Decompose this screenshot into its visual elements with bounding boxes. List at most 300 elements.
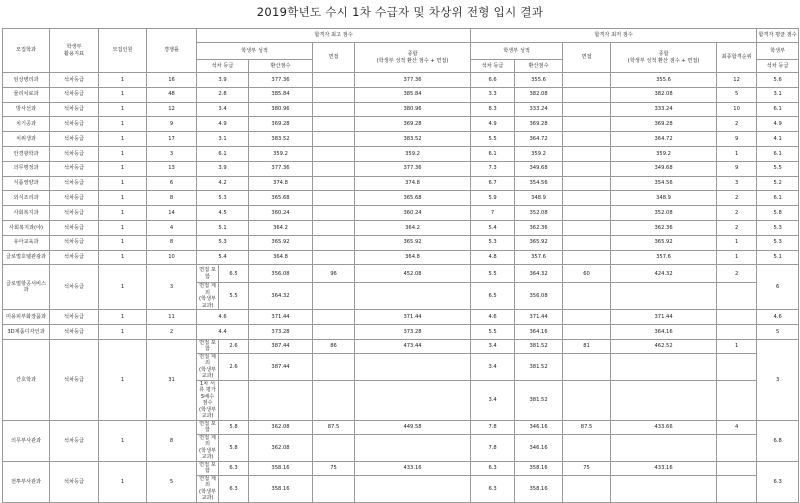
min-converted-cell: 355.6 [515, 73, 563, 88]
table-row [3, 176, 799, 191]
final-rank-cell: 2 [717, 206, 757, 221]
competition-cell: 13 [147, 161, 197, 176]
min-total-cell: 433.16 [611, 461, 717, 475]
quota-cell: 1 [99, 132, 147, 147]
max-grade-cell: 3.4 [197, 102, 249, 117]
dept-cell: 안경광학과 [3, 146, 50, 161]
max-converted-cell: 377.36 [249, 73, 313, 88]
avg-grade-cell: 6.3 [757, 461, 799, 502]
final-rank-cell [717, 434, 757, 461]
avg-grade-cell: 3.1 [757, 87, 799, 102]
max-total-cell: 365.68 [355, 191, 471, 206]
dept-cell: 전투부사관과 [3, 461, 50, 502]
max-grade-cell: 4.5 [197, 206, 249, 221]
competition-cell: 17 [147, 132, 197, 147]
final-rank-cell [717, 310, 757, 325]
max-interview-cell [313, 161, 355, 176]
max-total-cell: 433.16 [355, 461, 471, 475]
competition-cell: 6 [147, 176, 197, 191]
metric-cell: 석차등급 [50, 339, 99, 420]
min-record-score: 학생부 성적 [471, 43, 563, 60]
max-interview-cell [313, 146, 355, 161]
metric-cell: 석차등급 [50, 161, 99, 176]
final-rank-cell: 3 [717, 176, 757, 191]
max-converted-cell: 358.16 [249, 461, 313, 475]
min-interview-cell: 60 [563, 265, 611, 283]
max-interview-cell: 86 [313, 339, 355, 353]
quota-cell: 1 [99, 325, 147, 340]
col-max-group: 합격자 최고 점수 [197, 29, 471, 43]
dept-cell: 물리치료과 [3, 87, 50, 102]
quota-cell: 1 [99, 191, 147, 206]
avg-grade-cell: 3 [757, 339, 799, 420]
competition-cell: 3 [147, 265, 197, 310]
max-grade-cell: 3.1 [197, 132, 249, 147]
max-record-score: 학생부 성적 [197, 43, 313, 60]
max-interview-cell [313, 102, 355, 117]
min-grade-cell: 3.3 [471, 87, 515, 102]
min-total-cell: 424.32 [611, 265, 717, 283]
quota-cell: 1 [99, 220, 147, 235]
competition-cell: 2 [147, 325, 197, 340]
max-interview-cell [313, 310, 355, 325]
table-row [3, 191, 799, 206]
sub-label-cell: 면접 제외 (학생부 교과) [197, 475, 219, 502]
max-grade-cell: 5.8 [219, 420, 249, 434]
min-interview-cell [563, 475, 611, 502]
min-interview-cell [563, 117, 611, 132]
max-interview-cell [313, 176, 355, 191]
quota-cell: 1 [99, 235, 147, 250]
quota-cell: 1 [99, 310, 147, 325]
final-rank-cell: 1 [717, 235, 757, 250]
max-total-cell: 374.8 [355, 176, 471, 191]
min-converted-cell: 358.16 [515, 475, 563, 502]
min-interview-cell [563, 87, 611, 102]
min-interview-cell [563, 102, 611, 117]
min-total-cell: 433.66 [611, 420, 717, 434]
competition-cell: 9 [147, 117, 197, 132]
final-rank-cell: 5 [717, 87, 757, 102]
max-grade-cell: 6.3 [219, 475, 249, 502]
avg-grade-cell: 4.9 [757, 117, 799, 132]
max-grade-cell: 4.4 [197, 325, 249, 340]
min-converted-cell: 371.44 [515, 310, 563, 325]
competition-cell: 10 [147, 250, 197, 265]
table-row [3, 339, 799, 353]
quota-cell: 1 [99, 265, 147, 310]
max-interview-cell [313, 283, 355, 310]
min-interview-cell: 75 [563, 461, 611, 475]
min-converted-cell: 369.28 [515, 117, 563, 132]
dept-cell: 간호학과 [3, 339, 50, 420]
final-rank-cell [717, 353, 757, 380]
max-interview: 면접 [313, 43, 355, 73]
min-grade-cell: 3.4 [471, 353, 515, 380]
metric-cell: 석차등급 [50, 250, 99, 265]
max-interview-cell [313, 380, 355, 420]
min-interview-cell [563, 176, 611, 191]
competition-cell: 8 [147, 420, 197, 461]
max-converted-cell: 364.2 [249, 220, 313, 235]
min-converted-cell: 382.08 [515, 87, 563, 102]
col-record: 학생부 활용지표 [50, 29, 99, 73]
competition-cell: 14 [147, 206, 197, 221]
min-total-cell [611, 283, 717, 310]
min-grade-cell: 6.1 [471, 146, 515, 161]
dept-cell: 사회복지과(야) [3, 220, 50, 235]
final-rank-cell: 2 [717, 191, 757, 206]
min-interview-cell: 81 [563, 339, 611, 353]
min-converted: 환산점수 [515, 60, 563, 73]
min-interview-cell [563, 191, 611, 206]
max-converted-cell: 373.28 [249, 325, 313, 340]
max-converted-cell: 387.44 [249, 339, 313, 353]
max-interview-cell: 87.5 [313, 420, 355, 434]
min-converted-cell: 357.6 [515, 250, 563, 265]
min-interview-cell: 87.5 [563, 420, 611, 434]
min-rank-grade: 석차 등급 [471, 60, 515, 73]
final-rank-cell: 4 [717, 420, 757, 434]
min-converted-cell: 349.68 [515, 161, 563, 176]
max-total-cell [355, 434, 471, 461]
table-row [3, 250, 799, 265]
max-total-cell: 369.28 [355, 117, 471, 132]
competition-cell: 5 [147, 461, 197, 502]
dept-cell: 의무행정과 [3, 161, 50, 176]
metric-cell: 석차등급 [50, 191, 99, 206]
min-interview: 면접 [563, 43, 611, 73]
max-rank-grade: 석차 등급 [197, 60, 249, 73]
max-grade-cell: 2.6 [219, 339, 249, 353]
min-converted-cell: 359.2 [515, 146, 563, 161]
table-row [3, 117, 799, 132]
page-title: 2019학년도 수시 1차 수급자 및 차상위 전형 입시 결과 [256, 5, 544, 19]
min-total: 종합 (학생부 성적 환산 점수 + 면접) [611, 43, 717, 73]
final-rank: 최종합격순위 [717, 43, 757, 73]
min-total-cell: 382.08 [611, 87, 717, 102]
min-total-cell [611, 380, 717, 420]
min-interview-cell [563, 283, 611, 310]
final-rank-cell [717, 380, 757, 420]
min-total-cell: 462.52 [611, 339, 717, 353]
sub-label-cell: 면접 포함 [197, 420, 219, 434]
max-grade-cell: 5.3 [197, 191, 249, 206]
max-interview-cell [313, 206, 355, 221]
min-interview-cell [563, 161, 611, 176]
min-grade-cell: 3.4 [471, 380, 515, 420]
col-quota: 모집인원 [99, 29, 147, 73]
max-interview-cell [313, 191, 355, 206]
metric-cell: 석차등급 [50, 420, 99, 461]
max-grade-cell: 5.8 [219, 434, 249, 461]
col-competition: 경쟁률 [147, 29, 197, 73]
max-interview-cell [313, 132, 355, 147]
avg-grade-cell: 5.3 [757, 235, 799, 250]
table-row [3, 206, 799, 221]
quota-cell: 1 [99, 206, 147, 221]
dept-cell: 치위생과 [3, 132, 50, 147]
quota-cell: 1 [99, 87, 147, 102]
min-interview-cell [563, 434, 611, 461]
min-grade-cell: 6.6 [471, 73, 515, 88]
final-rank-cell: 10 [717, 102, 757, 117]
max-interview-cell [313, 325, 355, 340]
table-row [3, 265, 799, 283]
max-interview-cell [313, 475, 355, 502]
dept-cell: 외식조리과 [3, 191, 50, 206]
col-dept: 모집학과 [3, 29, 50, 73]
competition-cell: 8 [147, 235, 197, 250]
metric-cell: 석차등급 [50, 146, 99, 161]
table-row [3, 461, 799, 475]
final-rank-cell: 2 [717, 117, 757, 132]
max-converted-cell: 364.32 [249, 283, 313, 310]
min-converted-cell: 365.92 [515, 235, 563, 250]
min-grade-cell: 5.4 [471, 220, 515, 235]
final-rank-cell: 1 [717, 146, 757, 161]
min-converted-cell: 364.72 [515, 132, 563, 147]
max-converted-cell: 380.96 [249, 102, 313, 117]
max-interview-cell [313, 353, 355, 380]
max-grade-cell: 5.4 [197, 250, 249, 265]
quota-cell: 1 [99, 176, 147, 191]
max-total-cell: 365.92 [355, 235, 471, 250]
max-total-cell: 449.58 [355, 420, 471, 434]
max-grade-cell: 6.5 [219, 265, 249, 283]
max-converted-cell: 365.92 [249, 235, 313, 250]
min-interview-cell [563, 132, 611, 147]
avg-grade-cell: 5.3 [757, 220, 799, 235]
quota-cell: 1 [99, 146, 147, 161]
competition-cell: 31 [147, 339, 197, 420]
min-total-cell [611, 353, 717, 380]
dept-cell: 글로벌호텔관광과 [3, 250, 50, 265]
min-total-cell: 365.92 [611, 235, 717, 250]
max-interview-cell [313, 117, 355, 132]
max-interview-cell [313, 434, 355, 461]
min-interview-cell [563, 353, 611, 380]
final-rank-cell: 1 [717, 339, 757, 353]
metric-cell: 석차등급 [50, 102, 99, 117]
min-total-cell: 352.08 [611, 206, 717, 221]
min-grade-cell: 5.9 [471, 191, 515, 206]
quota-cell: 1 [99, 461, 147, 502]
max-total-cell: 364.8 [355, 250, 471, 265]
metric-cell: 석차등급 [50, 310, 99, 325]
competition-cell: 11 [147, 310, 197, 325]
avg-grade-cell: 6.8 [757, 420, 799, 461]
min-interview-cell [563, 235, 611, 250]
avg-grade-cell: 6.1 [757, 102, 799, 117]
max-total-cell [355, 475, 471, 502]
table-row [3, 310, 799, 325]
min-total-cell: 359.2 [611, 146, 717, 161]
max-converted-cell: 374.8 [249, 176, 313, 191]
max-total-cell: 364.2 [355, 220, 471, 235]
final-rank-cell: 2 [717, 220, 757, 235]
max-grade-cell: 2.6 [219, 353, 249, 380]
col-avg-group: 합격자 평균 점수 [757, 29, 799, 43]
min-converted-cell: 381.52 [515, 380, 563, 420]
max-converted-cell: 377.36 [249, 161, 313, 176]
quota-cell: 1 [99, 161, 147, 176]
max-total-cell: 373.28 [355, 325, 471, 340]
max-total-cell: 383.52 [355, 132, 471, 147]
sub-label-cell: 면접 제외 (학생부 교과) [197, 353, 219, 380]
min-converted-cell: 364.32 [515, 265, 563, 283]
min-total-cell [611, 475, 717, 502]
max-total-cell: 473.44 [355, 339, 471, 353]
max-converted-cell: 365.68 [249, 191, 313, 206]
metric-cell: 석차등급 [50, 235, 99, 250]
max-converted-cell: 362.08 [249, 434, 313, 461]
min-converted-cell: 364.16 [515, 325, 563, 340]
max-total-cell: 385.84 [355, 87, 471, 102]
max-total-cell: 371.44 [355, 310, 471, 325]
max-interview-cell [313, 73, 355, 88]
metric-cell: 석차등급 [50, 87, 99, 102]
min-grade-cell: 7 [471, 206, 515, 221]
min-converted-cell: 381.52 [515, 353, 563, 380]
min-interview-cell [563, 380, 611, 420]
sub-label-cell: 1차 서류 평가 5배수 점수 (학생부 교과) [197, 380, 219, 420]
avg-grade-cell: 5.5 [757, 161, 799, 176]
avg-grade-cell: 4.1 [757, 132, 799, 147]
min-interview-cell [563, 146, 611, 161]
dept-cell: 3D제품디자인과 [3, 325, 50, 340]
min-converted-cell: 362.36 [515, 220, 563, 235]
min-interview-cell [563, 206, 611, 221]
max-total-cell: 377.36 [355, 161, 471, 176]
min-converted-cell: 352.08 [515, 206, 563, 221]
min-grade-cell: 7.8 [471, 420, 515, 434]
table-row [3, 235, 799, 250]
sub-label-cell: 면접 포함 [197, 339, 219, 353]
metric-cell: 석차등급 [50, 206, 99, 221]
max-converted-cell: 362.08 [249, 420, 313, 434]
max-total-cell: 360.24 [355, 206, 471, 221]
table-row [3, 102, 799, 117]
max-total-cell [355, 353, 471, 380]
final-rank-cell: 9 [717, 132, 757, 147]
sub-label-cell: 면접 제외 (학생부 교과) [197, 434, 219, 461]
metric-cell: 석차등급 [50, 325, 99, 340]
competition-cell: 48 [147, 87, 197, 102]
min-converted-cell: 333.24 [515, 102, 563, 117]
metric-cell: 석차등급 [50, 461, 99, 502]
max-grade-cell: 5.5 [219, 283, 249, 310]
max-grade-cell: 4.9 [197, 117, 249, 132]
min-grade-cell: 4.9 [471, 117, 515, 132]
min-grade-cell: 7.8 [471, 434, 515, 461]
min-total-cell: 371.44 [611, 310, 717, 325]
min-grade-cell: 3.4 [471, 339, 515, 353]
max-interview-cell [313, 250, 355, 265]
min-grade-cell: 5.5 [471, 325, 515, 340]
dept-cell: 식품영양과 [3, 176, 50, 191]
max-interview-cell [313, 220, 355, 235]
min-grade-cell: 6.5 [471, 283, 515, 310]
max-converted-cell: 383.52 [249, 132, 313, 147]
max-interview-cell [313, 87, 355, 102]
min-converted-cell: 381.52 [515, 339, 563, 353]
quota-cell: 1 [99, 339, 147, 420]
dept-cell: 방사선과 [3, 102, 50, 117]
table-row [3, 161, 799, 176]
max-converted: 환산점수 [249, 60, 313, 73]
max-total-cell: 452.08 [355, 265, 471, 283]
min-grade-cell: 6.3 [471, 461, 515, 475]
quota-cell: 1 [99, 73, 147, 88]
max-grade-cell: 4.2 [197, 176, 249, 191]
min-grade-cell: 8.3 [471, 102, 515, 117]
metric-cell: 석차등급 [50, 132, 99, 147]
max-converted-cell: 358.16 [249, 475, 313, 502]
competition-cell: 4 [147, 220, 197, 235]
min-total-cell: 355.6 [611, 73, 717, 88]
max-interview-cell: 96 [313, 265, 355, 283]
min-total-cell: 333.24 [611, 102, 717, 117]
competition-cell: 16 [147, 73, 197, 88]
final-rank-cell: 2 [717, 265, 757, 283]
min-converted-cell: 346.16 [515, 434, 563, 461]
competition-cell: 3 [147, 146, 197, 161]
min-total-cell: 349.68 [611, 161, 717, 176]
final-rank-cell [717, 283, 757, 310]
max-total-cell: 359.2 [355, 146, 471, 161]
metric-cell: 석차등급 [50, 265, 99, 310]
dept-cell: 유아교육과 [3, 235, 50, 250]
min-total-cell: 348.9 [611, 191, 717, 206]
min-total-cell: 364.72 [611, 132, 717, 147]
max-total-cell [355, 380, 471, 420]
min-interview-cell [563, 325, 611, 340]
max-total-cell: 377.36 [355, 73, 471, 88]
min-converted-cell: 346.16 [515, 420, 563, 434]
max-grade-cell: 6.3 [219, 461, 249, 475]
dept-cell: 치기공과 [3, 117, 50, 132]
avg-grade-cell: 6 [757, 265, 799, 310]
table-row [3, 325, 799, 340]
table-row [3, 220, 799, 235]
metric-cell: 석차등급 [50, 220, 99, 235]
avg-grade-cell: 5.1 [757, 250, 799, 265]
min-converted-cell: 356.08 [515, 283, 563, 310]
final-rank-cell: 12 [717, 73, 757, 88]
max-converted-cell: 371.44 [249, 310, 313, 325]
min-interview-cell [563, 73, 611, 88]
dept-cell: 글로벌항공서비스과 [3, 265, 50, 310]
min-converted-cell: 354.56 [515, 176, 563, 191]
sub-label-cell: 면접 제외 (학생부 교과) [197, 283, 219, 310]
min-total-cell: 364.16 [611, 325, 717, 340]
competition-cell: 8 [147, 191, 197, 206]
min-interview-cell [563, 310, 611, 325]
competition-cell: 12 [147, 102, 197, 117]
final-rank-cell [717, 475, 757, 502]
avg-record: 학생부 [757, 43, 799, 60]
min-interview-cell [563, 250, 611, 265]
final-rank-cell: 1 [717, 250, 757, 265]
max-grade-cell: 2.8 [197, 87, 249, 102]
min-total-cell: 357.6 [611, 250, 717, 265]
table-row [3, 146, 799, 161]
avg-grade-cell: 5.6 [757, 73, 799, 88]
avg-grade-cell: 6.1 [757, 191, 799, 206]
max-grade-cell: 3.9 [197, 73, 249, 88]
min-converted-cell: 358.16 [515, 461, 563, 475]
